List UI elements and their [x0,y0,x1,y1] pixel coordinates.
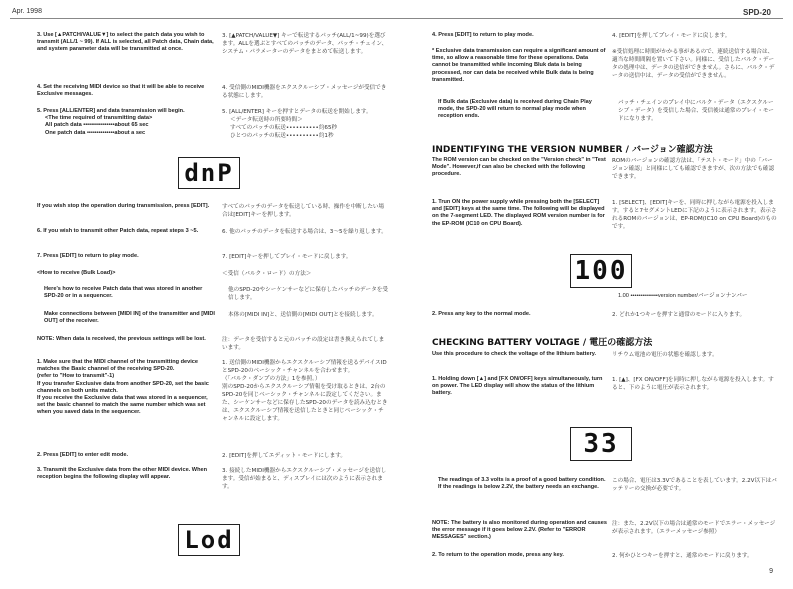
step5-all: All patch data ••••••••••••••••about 65 sec [45,122,149,129]
step5-text: 5. Press [ALL/ENTER] and data transmission will begin. [37,108,185,114]
r1-ref-jp: （「バルク・ダンプの方法」1を参照。） [222,376,321,382]
r-step4-jp: 4. [EDIT]を押してプレイ・モードに戻します。 [612,33,731,39]
bulkload-heading-en: <How to receive (Bulk Load)> [37,270,116,276]
lcd-version-text: 100 [574,256,628,286]
step5-jp [222,108,388,140]
chain-note-jp: パッチ・チェインのプレイ中にバルク・データ（エクスクルーシブ・データ）を受信した場合、受信後は通常のプレイ・モードになります。 [618,100,774,122]
r1-ref: (refer to "How to transmit"-1) [37,373,115,380]
battery-note-jp: 注：また、2.2V以下の場合は通常のモードでエラー・メッセージが表示されます。（エラーメッセージ参照） [612,521,776,535]
step5-en [37,108,217,137]
step6-en: 6. If you wish to transmit other Patch data, repeat steps 3 ~5. [37,228,199,234]
step7-en: 7. Press [EDIT] to return to play mode. [37,253,139,259]
header-model: SPD-20 [742,8,771,17]
connect-jp: 本体の[MIDI IN]と、送信側の[MIDI OUT]とを接続します。 [228,312,378,318]
lcd-battery-text: 33 [583,429,619,459]
version-title: INDENTIFYING THE VERSION NUMBER / バージョン確認方法 [432,145,713,155]
lcd-display-version [570,254,632,288]
exclusive-note-en: * Exclusive data transmission can require a significant amount of time, so allow a reasonable time for these operations. Data cannot be transmitted while incoming Bluk data is being processed, nor can data be received while Bulk data is being transmitted. [432,48,606,83]
lcd-dnp-text: dnP [184,159,234,187]
exclusive-note-jp: ※受信処理に時間がかかる事があるので、連続送信する場合は、適当な時間間隔を置いて下さい。同様に、受信したバルク・データの処理中は、データの送信ができません。さらに、バルク・データの送信中は、データの受信ができません。 [612,49,775,79]
connect-en: Make connections between [MIDI IN] of the transmitter and [MIDI OUT] of the receiver. [44,311,215,325]
step5-one-jp: ひとつのパッチの転送••••••••••約1秒 [230,133,334,139]
step5-time-jp: ＜データ転送時の所要時間＞ [230,117,303,123]
receive-step3-en: 3. Transmit the Exclusive data from the other MIDI device. When reception begins the following display will appear. [37,467,208,481]
version-desc-en: The ROM version can be checked on the "Version check" in "Test Mode". However,if can also be checked with the following procedure. [432,157,606,178]
bulk-desc-jp: 他のSPD-20やシーケンサーなどに保存したパッチのデータを受信します。 [228,287,388,301]
chain-note-en: If Bulk data (Exclusive data) is received during Chain Play mode, the SPD-20 will return to normal play mode when reception ends. [438,99,592,120]
version-step2-en: 2. Press any key to the normal mode. [432,311,531,317]
receive-step3-jp: 3. 接続したMIDI機器からエクスクルーシブ・メッセージを送信します。受信が始まると、ディスプレイには次のように表示されます。 [222,468,387,490]
step3-jp: 3. [▲PATCH/VALUE▼] キーで転送するパッチ(ALL/1~99)を選びます。ALLを選ぶとすべてのパッチのデータ、パッチ・チェイン、システム・パラメーターのデータをまとめて転送します。 [222,33,388,55]
r1-b-jp: 別のSPD-20からエクスクルーシブ情報を受け取るときは、2台のSPD-20を同じベーシック・チャンネルに設定してください。また、シーケンサーなどに保存したSPD-20のデータを読み込むときは、エクスクルーシブ情報を送信したときと同じベーシック・チャンネルに設定します。 [222,384,388,422]
battery-note-en: NOTE: The battery is also monitored during operation and causes the error message if it goes below 2.2V. (Refer to "ERROR MESSAGES" section.) [432,520,607,541]
step5-all-jp: すべてのパッチの転送••••••••••約65秒 [230,125,338,131]
lcd-display-dnp [178,157,240,189]
version-step1-en: 1. Trun ON the power supply while pressing both the [SELECT] and [EDIT] keys at the same time. The following will be displayed on the 7-segment LED. The displayed ROM version number is for the EP-ROM (IC10 on CPU Board). [432,199,605,227]
note-lost-en: NOTE: When data is received, the previous settings will be lost. [37,336,206,342]
stop-jp: すべてのパッチのデータを転送している時、操作を中断したい場合は[EDIT]キーを押します。 [222,204,385,218]
step5-time: <The time required of transmitting data> [45,115,153,122]
receive-step1-en [37,359,217,417]
step6-jp: 6. 他のパッチのデータを転送する場合は、3～5を繰り返します。 [222,229,387,235]
step7-jp: 7. [EDIT]キーを押してプレイ・モードに戻します。 [222,254,352,260]
r-step4-en: 4. Press [EDIT] to return to play mode. [432,32,534,38]
version-step1-jp: 1. [SELECT]、[EDIT]キーを、同時に押しながら電源を投入します。すると7セグメントLEDに下記のように表示されます。表示されるROMのバージョンは、EP-ROM(IC10 on CPU Board)のものです。 [612,200,777,230]
bulkload-heading-jp: ＜受信（バルク・ロード）の方法＞ [222,271,312,277]
r1-text: 1. Make sure that the MIDI channel of the transmitting device matches the Basic channel of the receiving SPD-20. [37,359,199,373]
receive-step1-jp [222,359,388,423]
r1-text-jp: 1. 送信側のMIDI機器からエクスクルーシブ情報を送るデバイスIDとSPD-20のベーシック・チャンネルを合わせます。 [222,360,387,374]
reading-jp: この場合、電圧は3.3Vであることを表しています。2.2V以下はバッテリーの交換が必要です。 [612,478,777,492]
version-step2-jp: 2. どれか1つキーを押すと通常のモードに入ります。 [612,312,746,318]
note-lost-jp: 注：データを受信すると元のパッチの設定は書き換えられてしまいます。 [222,337,385,351]
battery-step2-en: 2. To return to the operation mode, press any key. [432,552,564,558]
battery-title: CHECKING BATTERY VOLTAGE / 電圧の確認方法 [432,338,653,348]
battery-desc-jp: リチウム電池の電圧の状態を確認します。 [612,352,718,358]
step5-one: One patch data ••••••••••••••about a sec [45,129,146,136]
version-desc-jp: ROMのバージョンの確認方法は、「テスト・モード」中の「バージョン確認」と同様にしても確認できますが、次の方法でも確認できます。 [612,158,775,180]
reading-en: The readings of 3.3 volts is a proof of a good battery condition. If the readings is below 2.2V, the battery needs an exchange. [438,477,606,491]
stop-en: If you wish stop the operation during transmission, press [EDIT]. [37,203,210,209]
header-date: Apr. 1998 [12,8,42,15]
lcd-display-lod [178,524,240,556]
battery-desc-en: Use this procedure to check the voltage of the lithium battery. [432,351,597,357]
step3-en: 3. Use [▲PATCH/VALUE▼] to select the patch data you wish to transmit (ALL/1 ~ 99). If ALL is selected, all Patch data, Chain data, and system parameter data will be transmitted at once. [37,32,214,53]
lcd-lod-text: Lod [184,526,234,554]
header-rule [10,18,783,19]
r1-b: If you transfer Exclusive data from another SPD-20, set the basic channels on both units match. [37,380,209,394]
bulk-desc-en: Here's how to receive Patch data that was stored in another SPD-20 or in a sequencer. [44,286,203,300]
version-caption: 1.00 ••••••••••••••version number/バージョンナンバー [618,293,748,299]
step4-jp: 4. 受信側のMIDI機器をエクスクルーシブ・メッセージが受信できる状態にします。 [222,85,387,99]
receive-step2-en: 2. Press [EDIT] to enter edit mode. [37,452,129,458]
receive-step2-jp: 2. [EDIT]を押してエディット・モードにします。 [222,453,346,459]
battery-step1-jp: 1. [▲]、[FX ON/OFF]を同時に押しながら電源を投入します。すると、下のように電圧が表示されます。 [612,377,774,391]
r1-c: If you receive the Exclusive data that was stored in a sequencer, set the basic channel to match the same number which was set when you saved data in the sequencer. [37,395,208,416]
page-number: 9 [769,568,773,575]
step4-en: 4. Set the receiving MIDI device so that it will be able to receive Exclusive messages. [37,84,205,98]
battery-step1-en: 1. Holding down [▲] and [FX ON/OFF] keys simultaneously, turn on power. The LED display will show the status of the lithium battery. [432,376,603,397]
lcd-display-battery [570,427,632,461]
battery-step2-jp: 2. 何かひとつキーを押すと、通常のモードに戻ります。 [612,553,753,559]
step5-text-jp: 5. [ALL/ENTER] キーを押すとデータの転送を開始します。 [222,109,372,115]
